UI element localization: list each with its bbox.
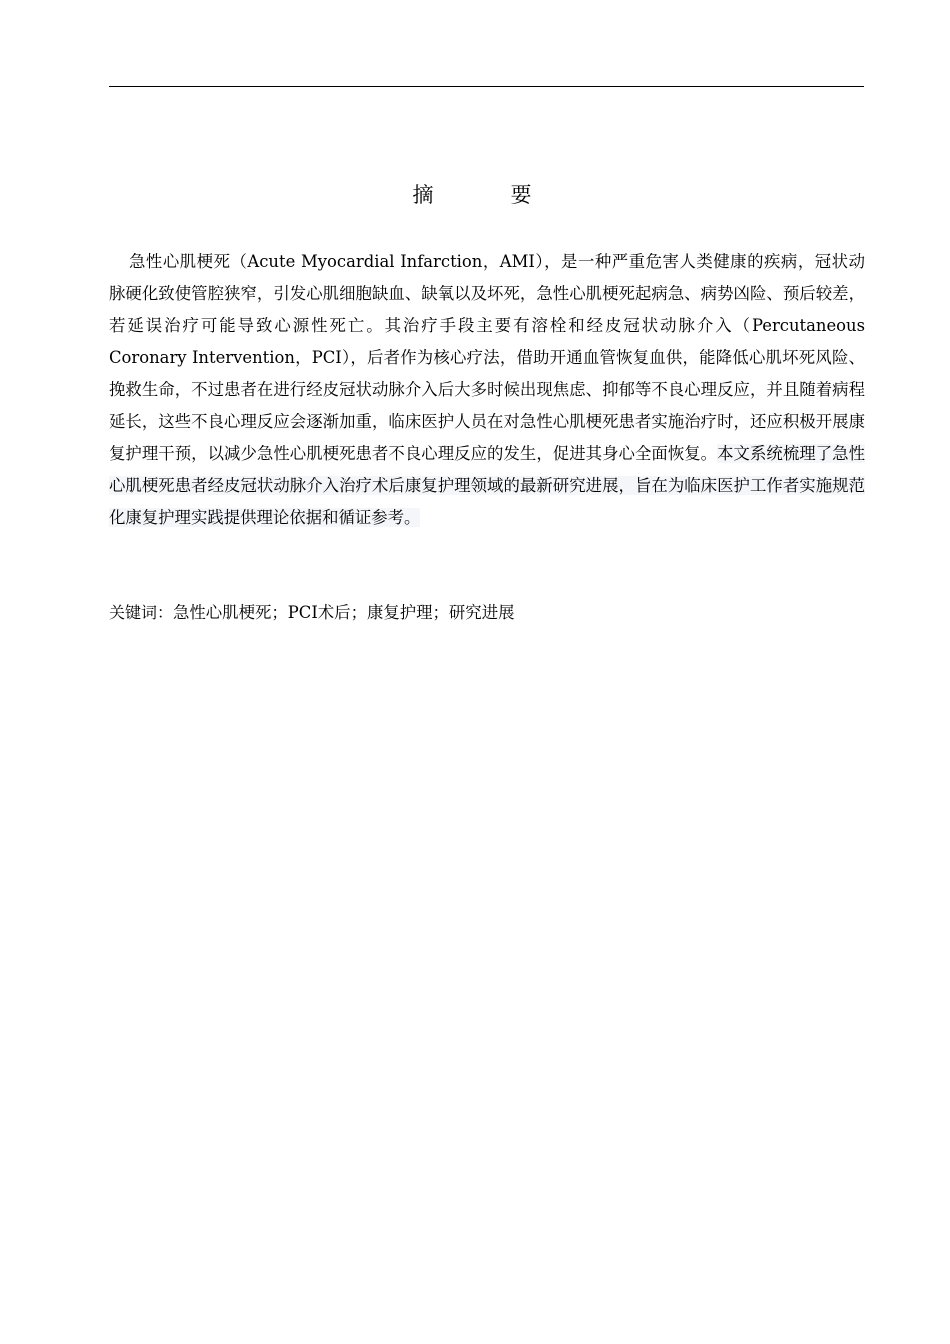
keywords-line (109, 598, 865, 628)
abstract-text: 急性心肌梗死（Acute Myocardial Infarction，AMI），是一种严重危害人类健康的疾病，冠状动脉硬化致使管腔狭窄，引发心肌细胞缺血、缺氧以及坏死，急性心肌梗死起病急、病势凶险、预后较差，若延误治疗可能导致心源性死亡。其治疗手段主要有溶栓和经皮冠状动脉介入（Percutaneous Coronary Intervention，PCI），后者作为核心疗法，借助开通血管恢复血供，能降低心肌坏死风险、挽救生命，不过患者在进行经皮冠状动脉介入后大多时候出现焦虑、抑郁等不良心理反应，并且随着病程延长，这些不良心理反应会逐渐加重，临床医护人员在对急性心肌梗死患者实施治疗时，还应积极开展康复护理干预，以减少急性心肌梗死患者不良心理反应的发生，促进其身心全面恢复。 (109, 252, 865, 463)
abstract-heading: 摘 要 (412, 183, 560, 207)
keywords-value: 急性心肌梗死；PCI术后；康复护理；研究进展 (173, 603, 515, 622)
keywords-label: 关键词： (109, 603, 174, 622)
abstract-body (109, 246, 865, 534)
header-rule (109, 86, 864, 87)
abstract-highlighted-text: 本文系统梳理了急性心肌梗死患者经皮冠状动脉介入治疗术后康复护理领域的最新研究进展，旨在为临床医护工作者实施规范化康复护理实践提供理论依据和循证参考。 (109, 444, 866, 527)
